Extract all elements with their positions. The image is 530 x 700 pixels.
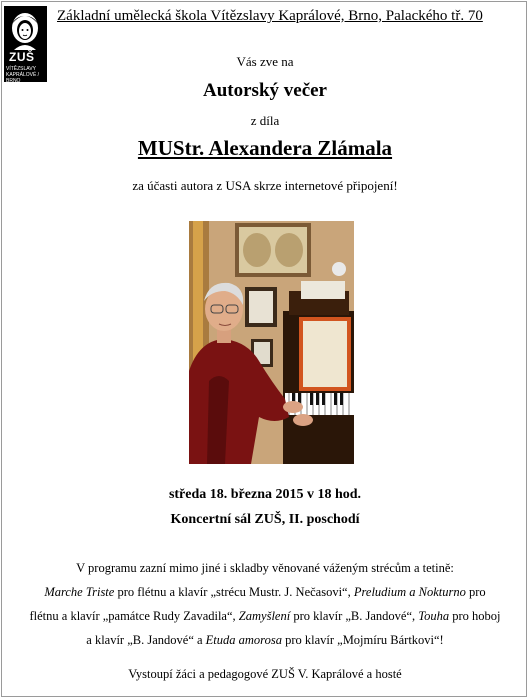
event-title: Autorský večer [203,80,327,101]
program-text: pro flétnu a klavír „strécu Mustr. J. Nečasovi“, [114,585,354,599]
invite-line: Vás zve na [236,54,294,69]
work-zamysleni: Zamyšlení [238,609,291,623]
program-text: pro hoboj [449,609,501,623]
event-date: středa 18. března 2015 v 18 hod. [168,487,362,502]
logo-subtext: VÍTĚZSLAVY KAPRÁLOVÉ / BRNO [6,66,40,82]
performers-note: Vystoupí žáci a pedagogové ZUŠ V. Kaprálové a hosté [128,667,402,681]
program-intro [0,556,530,580]
program-text: pro klavír „B. Jandové“, [290,609,419,623]
program-line-3 [0,604,530,628]
program-text: a klavír „B. Jandové“ a [86,633,206,647]
school-logo [4,6,47,82]
work-preludium: Preludium a Nokturno [353,585,466,599]
author-photo [189,221,354,464]
work-marche-triste: Marche Triste [44,585,115,599]
participation-note: za účasti autora z USA skrze internetové připojení! [132,178,398,193]
school-name: Základní umělecká škola Vítězslavy Kaprálové, Brno, Palackého tř. 70 [57,8,483,24]
from-works-line: z díla [250,113,280,128]
logo-text: ZUŠ [9,50,35,64]
work-touha: Touha [418,609,450,623]
work-etuda-amorosa: Etuda amorosa [205,633,282,647]
program-text: pro klavír „Mojmíru Bártkovi“! [281,633,444,647]
program-line-2 [0,580,530,604]
author-name: MUStr. Alexandera Zlámala [137,136,393,160]
program-line-4 [0,628,530,652]
program-text: flétnu a klavír „památce Rudy Zavadila“, [29,609,239,623]
program-line-1: V programu zazní mimo jiné i skladby věnované váženým strécům a tetině: [76,561,454,575]
event-venue: Koncertní sál ZUŠ, II. poschodí [170,512,360,527]
program-text: pro [465,585,486,599]
